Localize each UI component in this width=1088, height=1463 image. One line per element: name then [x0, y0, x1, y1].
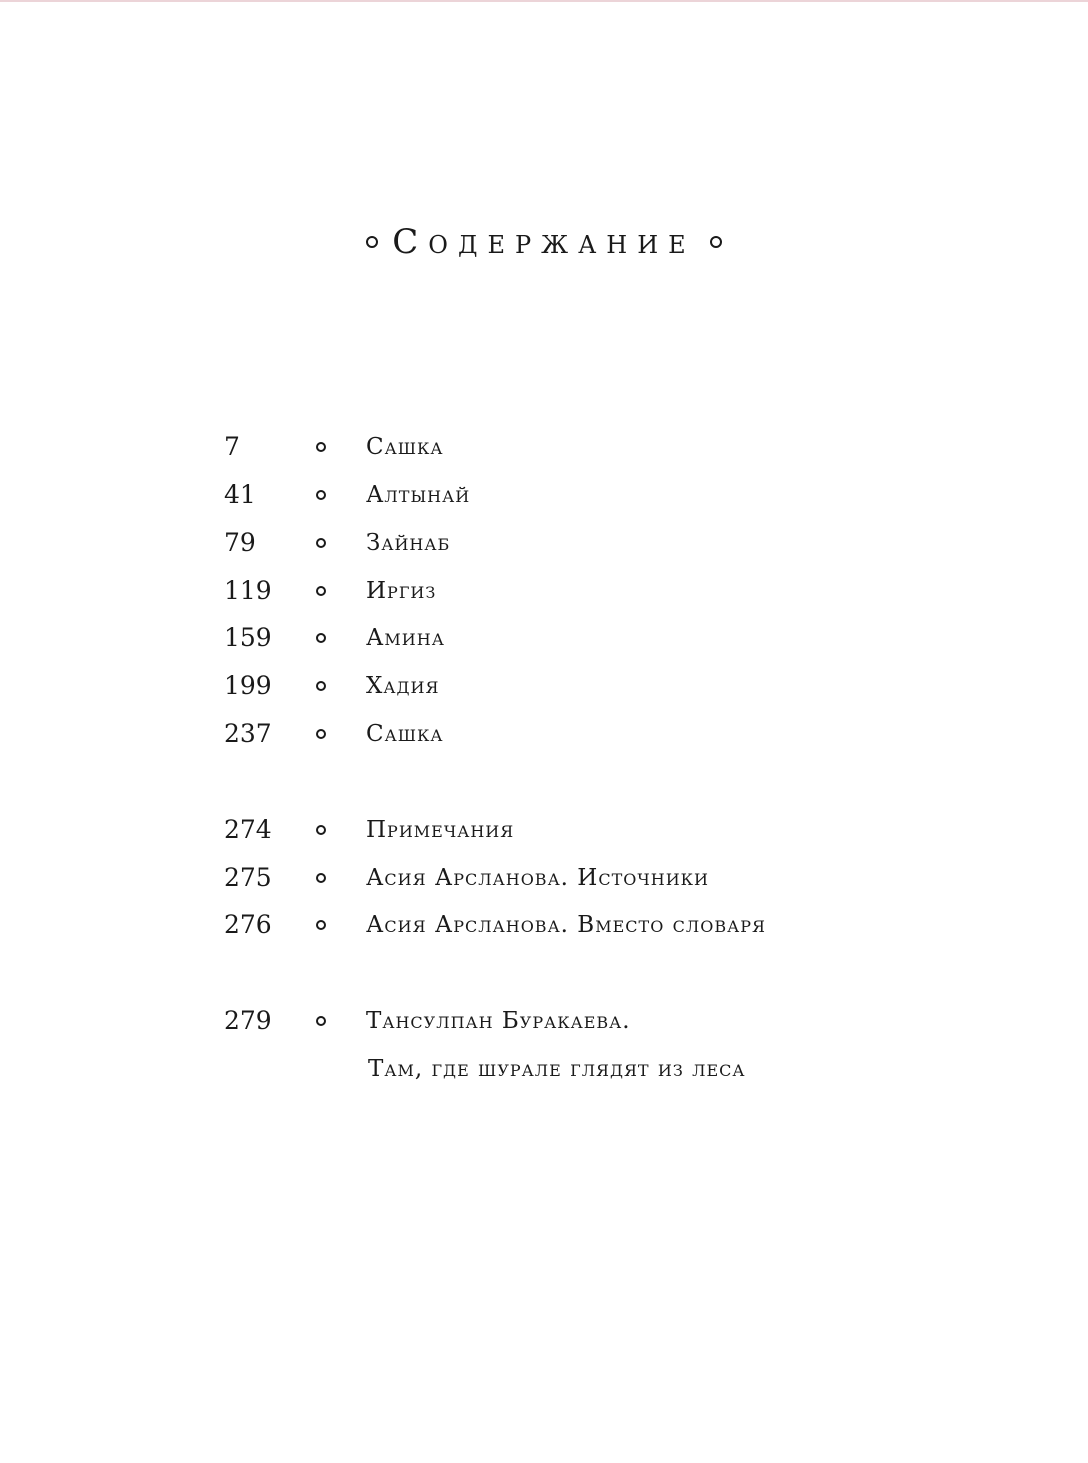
toc-page-number: 159 [224, 623, 272, 652]
bullet-icon [316, 442, 326, 452]
toc-entry[interactable] [224, 618, 864, 658]
toc-entry-title: Асия Арсланова. Вместо словаря [366, 912, 766, 938]
toc-page-number: 41 [224, 480, 256, 509]
bullet-icon [316, 633, 326, 643]
bullet-icon [316, 873, 326, 883]
toc-page-number: 119 [224, 576, 272, 605]
toc-entry[interactable] [224, 666, 864, 706]
bullet-icon [316, 681, 326, 691]
toc-entry[interactable] [224, 571, 864, 611]
toc-entry-title: Примечания [366, 817, 515, 843]
toc-page-number: 279 [224, 1006, 272, 1035]
title-right-dot-icon [710, 236, 722, 248]
toc-entry-subtitle: Там, где шурале глядят из леса [368, 1056, 746, 1082]
top-divider [0, 0, 1088, 2]
toc-entry-title: Иргиз [366, 578, 437, 604]
toc-entry-title: Асия Арсланова. Источники [366, 865, 710, 891]
bullet-icon [316, 729, 326, 739]
toc-entry-title: Зайнаб [366, 530, 451, 556]
toc-entry-title: Алтынай [366, 482, 471, 508]
toc-entry[interactable] [224, 427, 864, 467]
toc-page-number: 199 [224, 671, 272, 700]
toc-entry-title: Сашка [366, 434, 444, 460]
toc-entry[interactable] [224, 858, 864, 898]
toc-entry[interactable] [224, 523, 864, 563]
bullet-icon [316, 490, 326, 500]
toc-page-number: 276 [224, 910, 272, 939]
toc-entry-title: Сашка [366, 721, 444, 747]
page-title [0, 218, 1088, 266]
bullet-icon [316, 825, 326, 835]
toc-page-number: 275 [224, 863, 272, 892]
bullet-icon [316, 920, 326, 930]
toc-page-number: 274 [224, 815, 272, 844]
bullet-icon [316, 586, 326, 596]
toc-entry[interactable] [224, 714, 864, 754]
toc-entry[interactable] [224, 810, 864, 850]
page-title-text: Содержание [392, 222, 696, 262]
toc-page-number: 79 [224, 528, 256, 557]
bullet-icon [316, 538, 326, 548]
toc-page-number: 7 [224, 432, 240, 461]
toc-entry-title: Амина [366, 625, 445, 651]
title-left-dot-icon [366, 236, 378, 248]
toc-entry[interactable] [224, 475, 864, 515]
toc-entry-title: Тансулпан Буракаева. [366, 1008, 631, 1034]
toc-entry[interactable] [224, 905, 864, 945]
toc-entry-title: Хадия [366, 673, 440, 699]
toc-page-number: 237 [224, 719, 272, 748]
bullet-icon [316, 1016, 326, 1026]
toc-entry[interactable] [224, 1001, 864, 1041]
